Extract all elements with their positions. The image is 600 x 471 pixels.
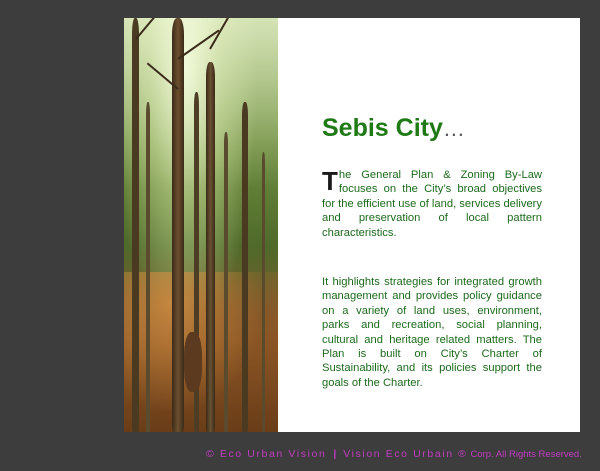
page-title: Sebis City… <box>322 114 465 142</box>
footer-brand-right: Vision Eco Urbain ® <box>343 448 468 460</box>
content-panel <box>124 18 580 432</box>
footer-brand-left: © Eco Urban Vision <box>206 448 327 460</box>
drop-cap: T <box>322 166 338 196</box>
forest-photo <box>124 18 278 432</box>
footer-rights: Corp. All Rights Reserved. <box>470 449 582 460</box>
strategy-paragraph: It highlights strategies for integrated growth management and provides policy guidance on a variety of land uses, environment, parks and recreation, social planning, cultural and heritage related matters. The Plan is built on City’s Charter of Sustainability, and its policies support the goals of the Charter. <box>322 276 542 389</box>
intro-paragraph: The General Plan & Zoning By-Law focuses on the City’s broad objectives for the efficient use of land, services delivery and preservation of local pattern characteristics. <box>322 166 542 239</box>
copyright-footer <box>206 448 582 460</box>
footer-separator: | <box>333 448 337 460</box>
